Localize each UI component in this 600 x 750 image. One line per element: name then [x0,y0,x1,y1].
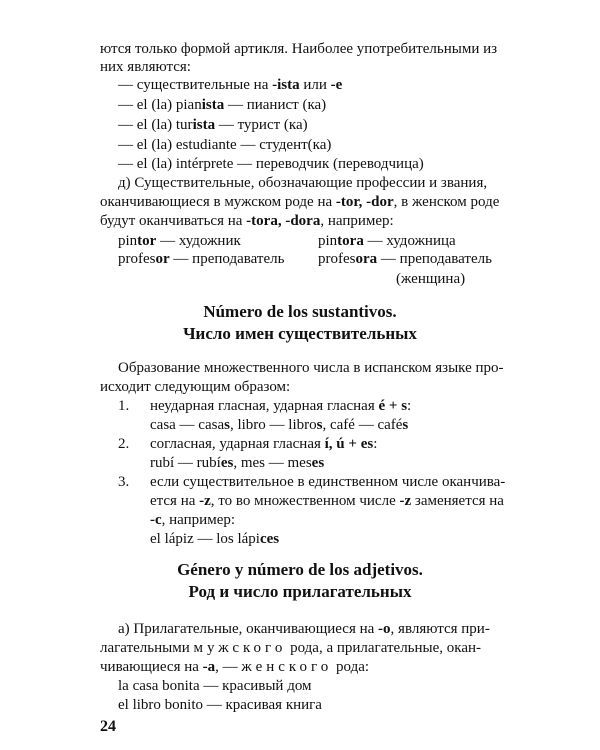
text-line: ются только формой артикля. Наиболее употребительными из [100,41,498,57]
list-item: -c, например: [150,512,236,528]
example-right: profesora — преподаватель [318,251,492,267]
example-right-cont: (женщина) [396,271,466,287]
list-item-example: el lápiz — los lápices [150,531,280,547]
section-heading: Род и число прилагательных [188,582,412,601]
text-line: д) Существительные, обозначающие профессии и звания, [118,175,488,191]
list-item: если существительное в единственном числе оканчива- [150,474,506,490]
example-line: la casa bonita — красивый дом [118,678,312,694]
section-heading: Número de los sustantivos. [203,302,397,321]
example-line: el libro bonito — красивая книга [118,697,322,713]
list-number: 1. [118,398,130,414]
list-item: неударная гласная, ударная гласная é + s: [150,398,412,414]
text-line: а) Прилагательные, оканчивающиеся на -o, являются при- [118,621,490,637]
list-number: 3. [118,474,130,490]
list-item: согласная, ударная гласная í, ú + es: [150,436,378,452]
text-line: лагательными мужского рода, а прилагательные, окан- [100,640,482,656]
text-line: будут оканчиваться на -tora, -dora, например: [100,213,394,229]
text-line: — el (la) pianista — пианист (ка) [118,97,327,113]
text-line: Образование множественного числа в испанском языке про- [118,360,504,376]
text-line: — el (la) intérprete — переводчик (переводчица) [118,156,424,172]
text-line: них являются: [100,59,191,75]
list-item-example: rubí — rubíes, mes — meses [150,455,325,471]
list-item-example: casa — casas, libro — libros, café — cafés [150,417,409,433]
text-line: оканчивающиеся в мужском роде на -tor, -dor, в женском роде [100,194,500,210]
example-left: pintor — художник [118,233,241,249]
text-line: чивающиеся на -a, — женского рода: [100,659,370,675]
section-heading: Género y número de los adjetivos. [177,560,423,579]
section-heading: Число имен существительных [183,324,417,343]
text-line: — el (la) turista — турист (ка) [118,117,308,133]
page-number: 24 [100,718,116,735]
list-number: 2. [118,436,130,452]
text-line: — существительные на -ista или -e [118,77,343,93]
text-line: исходит следующим образом: [100,379,291,395]
example-left: profesor — преподаватель [118,251,285,267]
list-item: ется на -z, то во множественном числе -z заменяется на [150,493,504,509]
text-line: — el (la) estudiante — студент(ка) [118,137,332,153]
example-right: pintora — художница [318,233,456,249]
